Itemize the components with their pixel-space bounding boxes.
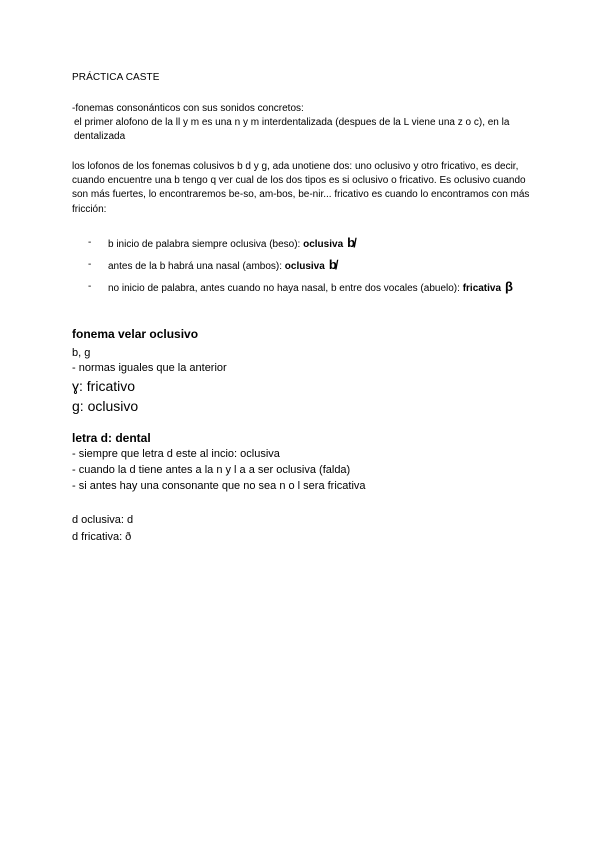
velar-heading: fonema velar oclusivo bbox=[72, 327, 199, 341]
intro-line-1: -fonemas consonánticos con sus sonidos concretos: bbox=[72, 103, 304, 114]
list-item bbox=[88, 280, 528, 296]
dental-line-1: - siempre que letra d este al incio: oclusiva bbox=[72, 448, 280, 460]
intro-paragraph bbox=[72, 102, 532, 145]
dental-line-3: - si antes hay una consonante que no sea n o l sera fricativa bbox=[72, 480, 366, 492]
list-item bbox=[88, 236, 528, 252]
dental-line-2: - cuando la d tiene antes a la n y l a a ser oclusiva (falda) bbox=[72, 464, 351, 476]
velar-line-2: - normas iguales que la anterior bbox=[72, 362, 227, 374]
bullet-dash: - bbox=[88, 237, 92, 248]
bullet-list bbox=[88, 236, 528, 302]
bullet-bold: oclusiva bbox=[284, 261, 325, 272]
dental-fricativa: d fricativa: ð bbox=[72, 531, 132, 543]
velar-fricativo: ɣ: fricativo bbox=[72, 378, 136, 394]
bullet-bold: fricativa bbox=[462, 283, 502, 294]
list-item bbox=[88, 258, 528, 274]
phonetic-symbol: b̸ bbox=[328, 257, 337, 272]
bullet-dash: - bbox=[88, 259, 92, 270]
bullet-dash: - bbox=[88, 281, 92, 292]
velar-line-1: b, g bbox=[72, 347, 91, 359]
dental-oclusiva: d oclusiva: d bbox=[72, 514, 134, 526]
bullet-bold: oclusiva bbox=[303, 239, 344, 250]
intro-line-2: el primer alofono de la ll y m es una n y m interdentalizada (despues de la L viene una z o c), en la dentalizada bbox=[74, 117, 510, 143]
alofonos-paragraph: los lofonos de los fonemas colusivos b d y g, ada unotiene dos: uno oclusivo y otro fricativo, es decir, cuando encuentre una b tengo q ver cual de los dos tipos es si oclusivo o fricativo. Es oclusivo cuando son más fuertes, lo encontraremos be-so, am-bos, be-nir... fricativo es cuando lo encontramos con más fricción: bbox=[72, 161, 530, 215]
bullet-text: antes de la b habrá una nasal (ambos): bbox=[108, 261, 285, 272]
bullet-text: b inicio de palabra siempre oclusiva (beso): bbox=[108, 239, 304, 250]
bullet-text: no inicio de palabra, antes cuando no haya nasal, b entre dos vocales (abuelo): bbox=[108, 283, 463, 294]
phonetic-symbol: b̸ bbox=[347, 235, 356, 250]
dental-heading: letra d: dental bbox=[72, 431, 151, 445]
page-title: PRÁCTICA CASTE bbox=[72, 72, 160, 83]
velar-oclusivo: g: oclusivo bbox=[72, 398, 139, 414]
phonetic-symbol: β bbox=[505, 279, 513, 294]
